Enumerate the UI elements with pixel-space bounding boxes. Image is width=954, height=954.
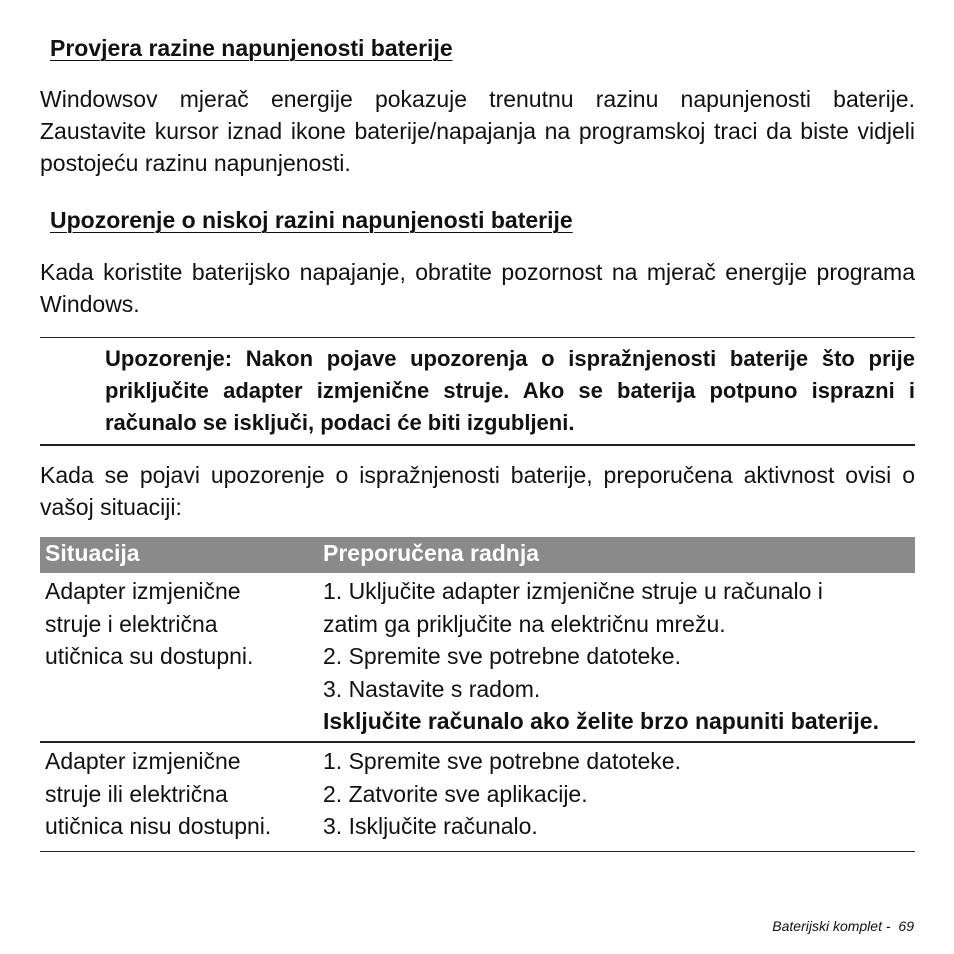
action-step: 2. Spremite sve potrebne datoteke. [323,643,681,670]
situation-table [40,537,915,852]
action-step: 3. Isključite računalo. [323,813,538,840]
situation-cell [40,742,319,851]
action-step: 2. Zatvorite sve aplikacije. [323,780,588,807]
action-step: 3. Nastavite s radom. [323,675,541,702]
action-cell [319,742,915,851]
action-step: 1. Uključite adapter izmjenične struje u računalo i [323,578,823,605]
warning-bottom-rule [40,444,915,446]
column-header-situation: Situacija [40,537,319,573]
situation-line: Adapter izmjenične [45,578,241,605]
paragraph-battery-level-check: Windowsov mjerač energije pokazuje trenutnu razinu napunjenosti baterije. Zaustavite kursor iznad ikone baterije/napajanja na programskoj traci da biste vidjeli postojeću razinu napunjenosti. [40,86,915,176]
situation-cell [40,573,319,742]
action-bold-note: Isključite računalo ako želite brzo napuniti baterije. [323,708,879,735]
action-step: 1. Spremite sve potrebne datoteke. [323,748,681,775]
situation-line: Adapter izmjenične [45,748,241,775]
footer-label: Baterijski komplet - [772,918,891,934]
table-header-row [40,537,915,573]
paragraph-low-battery-warning: Kada koristite baterijsko napajanje, obratite pozornost na mjerač energije programa Windows. [40,259,915,317]
page-footer [772,918,914,934]
warning-top-rule [40,337,915,338]
situation-line: struje ili električna [45,780,228,807]
action-step: zatim ga priključite na električnu mrežu. [323,610,726,637]
column-header-recommended-action: Preporučena radnja [319,537,915,573]
heading-battery-level-check: Provjera razine napunjenosti baterije [50,35,453,61]
table-row [40,573,915,742]
situation-line: utičnica su dostupni. [45,643,254,670]
situation-line: struje i električna [45,610,218,637]
page-number: 69 [898,918,914,934]
situation-line: utičnica nisu dostupni. [45,813,272,840]
warning-note: Upozorenje: Nakon pojave upozorenja o ispražnjenosti baterije što prije priključite adapter izmjenične struje. Ako se baterija potpuno isprazni i računalo se isključi, podaci će biti izgubljeni. [105,346,915,435]
action-cell [319,573,915,742]
intro-paragraph: Kada se pojavi upozorenje o ispražnjenosti baterije, preporučena aktivnost ovisi o vašoj situaciji: [40,462,915,520]
heading-low-battery-warning: Upozorenje o niskoj razini napunjenosti baterije [50,207,573,233]
table-row [40,742,915,851]
